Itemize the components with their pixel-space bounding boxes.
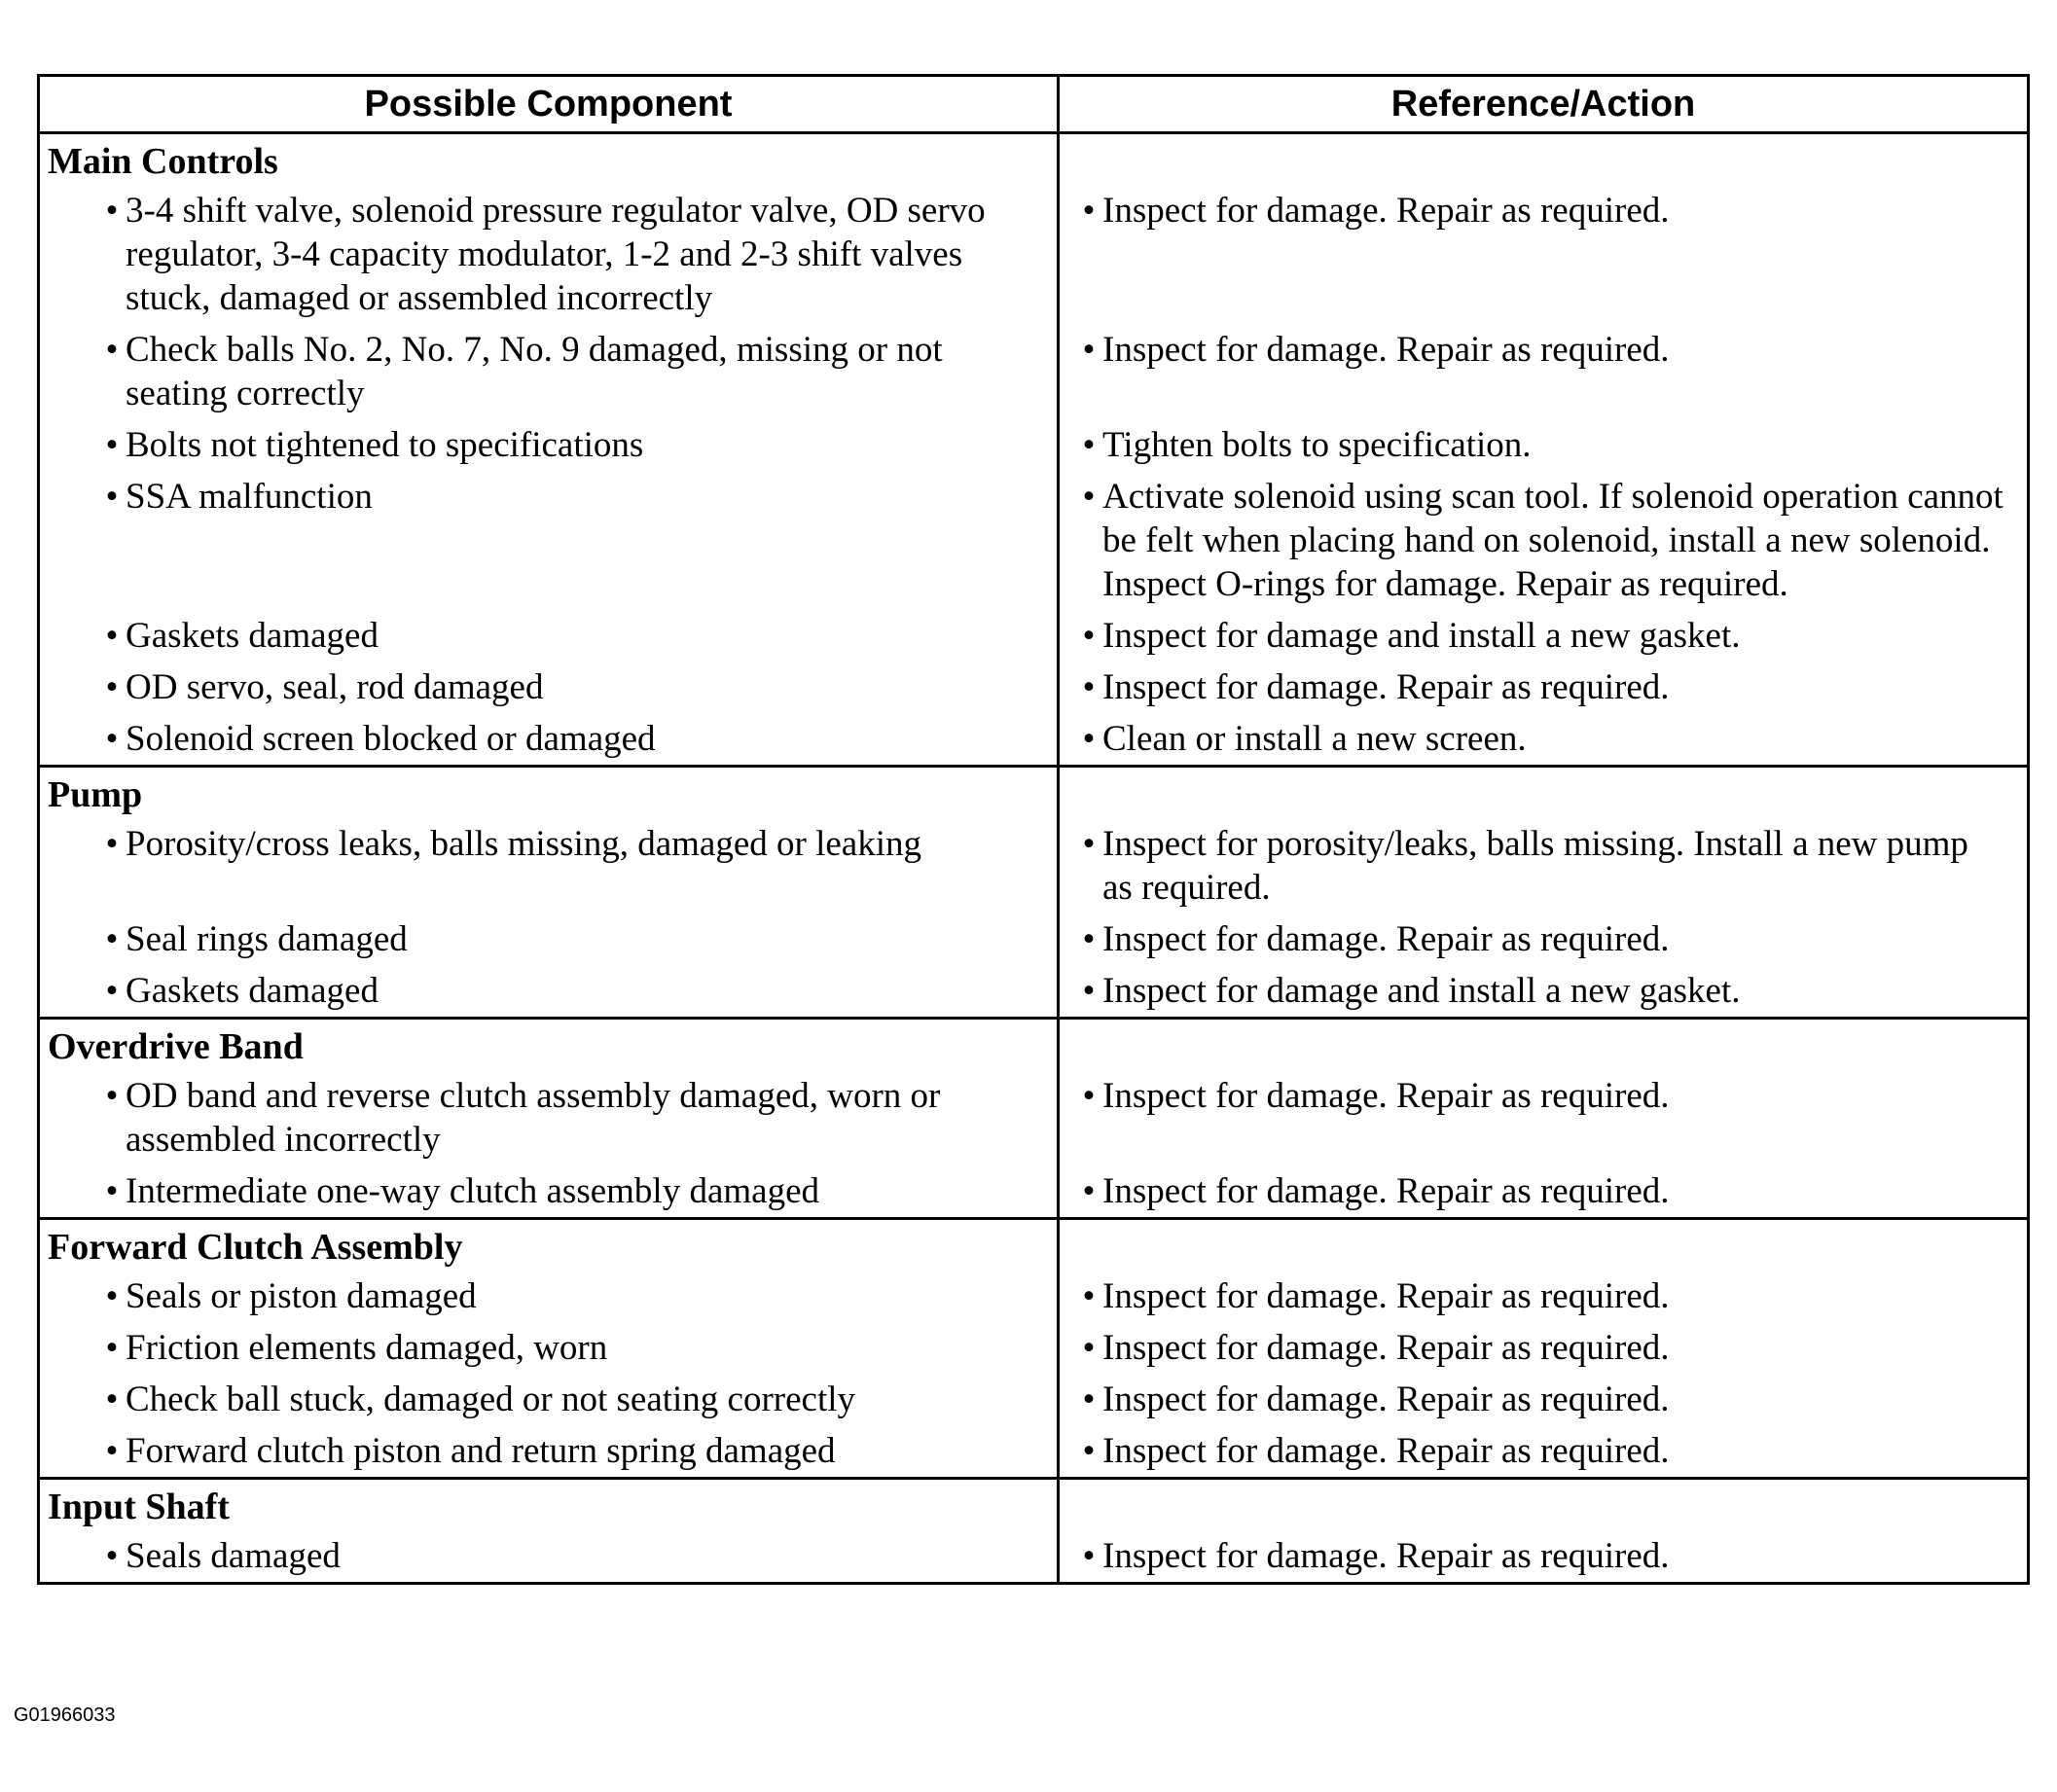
- table-row: [40, 419, 2027, 471]
- action-text: Inspect for damage. Repair as required.: [1102, 1431, 1670, 1471]
- action-cell: [1060, 1165, 2027, 1217]
- action-text: Inspect for damage and install a new gasket.: [1102, 616, 1741, 656]
- bullet-mark: •: [105, 330, 119, 370]
- action-text: Inspect for damage. Repair as required.: [1102, 1380, 1670, 1419]
- bullet-mark: •: [105, 919, 119, 959]
- empty-cell: [1060, 768, 2027, 818]
- section-title-row: [40, 1020, 2027, 1070]
- bullet-mark: •: [105, 719, 119, 759]
- bullet-mark: •: [1082, 1536, 1096, 1576]
- action-text: Inspect for damage. Repair as required.: [1102, 1536, 1670, 1576]
- bullet-item: [98, 1169, 1037, 1213]
- action-text: Inspect for damage. Repair as required.: [1102, 191, 1670, 231]
- action-text: Inspect for damage and install a new gasket.: [1102, 971, 1741, 1011]
- action-cell: [1060, 713, 2027, 765]
- bullet-mark: •: [105, 477, 119, 517]
- component-text: OD band and reverse clutch assembly damaged, worn or assembled incorrectly: [126, 1076, 941, 1160]
- bullet-item: [98, 822, 1037, 866]
- bullet-mark: •: [105, 1171, 119, 1211]
- table-section: [40, 1480, 2027, 1582]
- action-text: Inspect for damage. Repair as required.: [1102, 1076, 1670, 1116]
- table-row: [40, 1271, 2027, 1322]
- section-title-row: [40, 768, 2027, 818]
- component-text: Gaskets damaged: [126, 616, 379, 656]
- action-text: Inspect for damage. Repair as required.: [1102, 667, 1670, 707]
- bullet-item: [98, 1378, 1037, 1421]
- component-text: Seals damaged: [126, 1536, 341, 1576]
- bullet-item: [1075, 614, 2003, 658]
- component-text: Forward clutch piston and return spring damaged: [126, 1431, 836, 1471]
- component-cell: [40, 1374, 1060, 1425]
- component-text: Gaskets damaged: [126, 971, 379, 1011]
- section-title: Main Controls: [40, 134, 1060, 185]
- action-cell: [1060, 1530, 2027, 1582]
- component-text: Check balls No. 2, No. 7, No. 9 damaged, missing or not seating correctly: [126, 330, 943, 413]
- diagnostic-table: [37, 74, 2030, 1585]
- table-section: [40, 768, 2027, 1020]
- bullet-item: [1075, 822, 2003, 910]
- section-title: Pump: [40, 768, 1060, 818]
- empty-cell: [1060, 1220, 2027, 1271]
- empty-cell: [1060, 134, 2027, 185]
- component-cell: [40, 1271, 1060, 1322]
- action-text: Clean or install a new screen.: [1102, 719, 1527, 759]
- bullet-item: [98, 189, 1037, 320]
- action-cell: [1060, 1322, 2027, 1374]
- table-row: [40, 1070, 2027, 1165]
- bullet-mark: •: [105, 824, 119, 864]
- action-cell: [1060, 1271, 2027, 1322]
- table-row: [40, 471, 2027, 610]
- component-cell: [40, 818, 1060, 914]
- component-text: Seals or piston damaged: [126, 1276, 477, 1316]
- component-cell: [40, 185, 1060, 324]
- bullet-mark: •: [1082, 1276, 1096, 1316]
- component-cell: [40, 471, 1060, 610]
- action-text: Inspect for damage. Repair as required.: [1102, 1328, 1670, 1368]
- bullet-item: [1075, 969, 2003, 1013]
- component-cell: [40, 419, 1060, 471]
- component-cell: [40, 1070, 1060, 1165]
- action-cell: [1060, 818, 2027, 914]
- section-title-row: [40, 134, 2027, 185]
- component-text: OD servo, seal, rod damaged: [126, 667, 544, 707]
- section-title: Overdrive Band: [40, 1020, 1060, 1070]
- bullet-item: [1075, 189, 2003, 233]
- action-cell: [1060, 610, 2027, 662]
- empty-cell: [1060, 1020, 2027, 1070]
- action-text: Inspect for damage. Repair as required.: [1102, 330, 1670, 370]
- bullet-mark: •: [1082, 971, 1096, 1011]
- table-row: [40, 713, 2027, 765]
- bullet-mark: •: [105, 1076, 119, 1116]
- bullet-mark: •: [1082, 824, 1096, 864]
- action-cell: [1060, 662, 2027, 713]
- component-cell: [40, 662, 1060, 713]
- bullet-mark: •: [105, 1276, 119, 1316]
- table-row: [40, 662, 2027, 713]
- component-cell: [40, 1322, 1060, 1374]
- bullet-mark: •: [1082, 919, 1096, 959]
- bullet-mark: •: [1082, 1076, 1096, 1116]
- action-cell: [1060, 914, 2027, 965]
- section-title-row: [40, 1480, 2027, 1530]
- component-text: 3-4 shift valve, solenoid pressure regulator valve, OD servo regulator, 3-4 capacity modulator, 1-2 and 2-3 shift valves stuck, damaged or assembled incorrectly: [126, 191, 986, 318]
- bullet-item: [1075, 328, 2003, 372]
- component-cell: [40, 914, 1060, 965]
- table-header: [40, 77, 2027, 134]
- action-cell: [1060, 185, 2027, 324]
- action-text: Activate solenoid using scan tool. If solenoid operation cannot be felt when placing hand on solenoid, install a new solenoid. Inspect O-rings for damage. Repair as required.: [1102, 477, 2003, 604]
- action-cell: [1060, 965, 2027, 1017]
- action-text: Tighten bolts to specification.: [1102, 425, 1532, 465]
- bullet-item: [1075, 1534, 2003, 1578]
- bullet-item: [98, 1326, 1037, 1370]
- component-text: Seal rings damaged: [126, 919, 408, 959]
- component-text: Porosity/cross leaks, balls missing, damaged or leaking: [126, 824, 921, 864]
- component-cell: [40, 965, 1060, 1017]
- action-cell: [1060, 324, 2027, 419]
- bullet-mark: •: [1082, 477, 1096, 517]
- table-row: [40, 1530, 2027, 1582]
- bullet-mark: •: [1082, 667, 1096, 707]
- bullet-mark: •: [105, 616, 119, 656]
- component-text: Check ball stuck, damaged or not seating correctly: [126, 1380, 856, 1419]
- component-cell: [40, 713, 1060, 765]
- bullet-mark: •: [105, 1328, 119, 1368]
- table-row: [40, 185, 2027, 324]
- section-title: Forward Clutch Assembly: [40, 1220, 1060, 1271]
- table-row: [40, 914, 2027, 965]
- action-cell: [1060, 1374, 2027, 1425]
- border-gap: [35, 1671, 82, 1677]
- action-text: Inspect for damage. Repair as required.: [1102, 919, 1670, 959]
- bullet-item: [98, 1274, 1037, 1318]
- bullet-mark: •: [1082, 616, 1096, 656]
- action-cell: [1060, 1425, 2027, 1477]
- bullet-mark: •: [105, 1380, 119, 1419]
- section-title: Input Shaft: [40, 1480, 1060, 1530]
- bullet-item: [98, 328, 1037, 415]
- bullet-item: [1075, 1074, 2003, 1118]
- bullet-item: [98, 1074, 1037, 1162]
- header-possible-component: Possible Component: [40, 77, 1060, 131]
- bullet-item: [1075, 1326, 2003, 1370]
- action-text: Inspect for damage. Repair as required.: [1102, 1171, 1670, 1211]
- bullet-mark: •: [1082, 1171, 1096, 1211]
- bullet-item: [1075, 423, 2003, 467]
- table-row: [40, 965, 2027, 1017]
- table-row: [40, 1374, 2027, 1425]
- figure-code: G01966033: [14, 1704, 116, 1726]
- bullet-mark: •: [105, 191, 119, 231]
- bullet-mark: •: [1082, 191, 1096, 231]
- bullet-item: [98, 665, 1037, 709]
- table-row: [40, 1425, 2027, 1477]
- action-text: Inspect for damage. Repair as required.: [1102, 1276, 1670, 1316]
- bullet-mark: •: [105, 1431, 119, 1471]
- action-cell: [1060, 419, 2027, 471]
- bullet-item: [1075, 475, 2003, 606]
- component-text: Solenoid screen blocked or damaged: [126, 719, 656, 759]
- action-text: Inspect for porosity/leaks, balls missing. Install a new pump as required.: [1102, 824, 1968, 908]
- bullet-item: [1075, 717, 2003, 761]
- bullet-mark: •: [1082, 425, 1096, 465]
- bullet-item: [98, 717, 1037, 761]
- table-section: [40, 134, 2027, 768]
- table-row: [40, 1165, 2027, 1217]
- bullet-mark: •: [1082, 1431, 1096, 1471]
- bullet-item: [98, 969, 1037, 1013]
- table-section: [40, 1220, 2027, 1480]
- table-row: [40, 1322, 2027, 1374]
- component-cell: [40, 1425, 1060, 1477]
- bullet-mark: •: [105, 971, 119, 1011]
- component-cell: [40, 324, 1060, 419]
- action-cell: [1060, 471, 2027, 610]
- bullet-item: [1075, 1274, 2003, 1318]
- bullet-mark: •: [105, 1536, 119, 1576]
- bullet-item: [98, 423, 1037, 467]
- section-title-row: [40, 1220, 2027, 1271]
- bullet-item: [98, 1534, 1037, 1578]
- bullet-item: [98, 475, 1037, 519]
- bullet-item: [1075, 1429, 2003, 1473]
- header-reference-action: Reference/Action: [1390, 83, 1696, 125]
- component-cell: [40, 1530, 1060, 1582]
- bullet-mark: •: [105, 667, 119, 707]
- component-cell: [40, 1165, 1060, 1217]
- component-text: Friction elements damaged, worn: [126, 1328, 608, 1368]
- bullet-item: [1075, 917, 2003, 961]
- table-body: [40, 134, 2027, 1582]
- bullet-mark: •: [1082, 1380, 1096, 1419]
- bullet-mark: •: [105, 425, 119, 465]
- bullet-item: [1075, 665, 2003, 709]
- table-row: [40, 324, 2027, 419]
- table-row: [40, 610, 2027, 662]
- empty-cell: [1060, 1480, 2027, 1530]
- bullet-mark: •: [1082, 330, 1096, 370]
- action-cell: [1060, 1070, 2027, 1165]
- bullet-item: [1075, 1169, 2003, 1213]
- bullet-item: [98, 1429, 1037, 1473]
- bullet-mark: •: [1082, 1328, 1096, 1368]
- bullet-item: [1075, 1378, 2003, 1421]
- component-cell: [40, 610, 1060, 662]
- bullet-item: [98, 917, 1037, 961]
- bullet-mark: •: [1082, 719, 1096, 759]
- table-row: [40, 818, 2027, 914]
- component-text: Bolts not tightened to specifications: [126, 425, 644, 465]
- component-text: SSA malfunction: [126, 477, 373, 517]
- table-section: [40, 1020, 2027, 1220]
- component-text: Intermediate one-way clutch assembly damaged: [126, 1171, 819, 1211]
- bullet-item: [98, 614, 1037, 658]
